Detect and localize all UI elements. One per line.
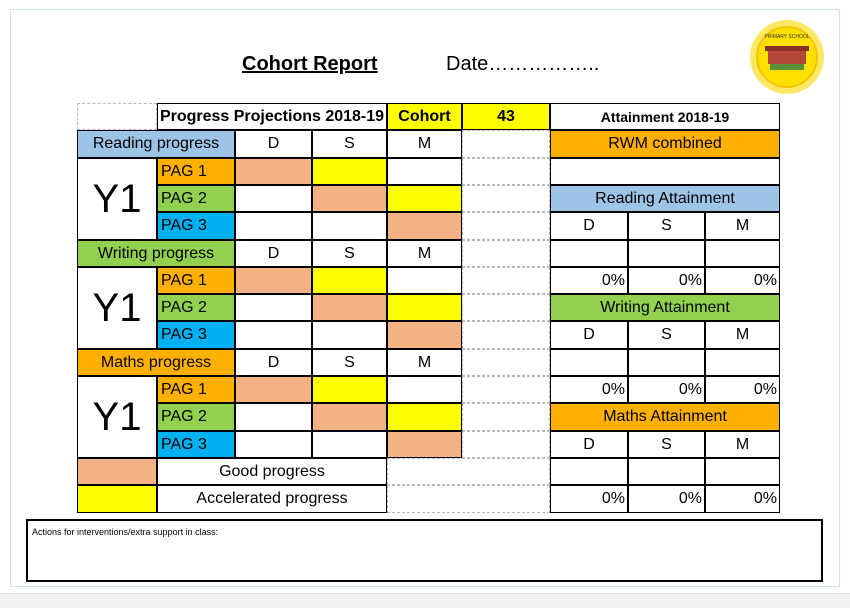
actions-box[interactable] xyxy=(26,519,823,582)
percent-cell: 0% xyxy=(550,485,628,513)
column-header: M xyxy=(705,431,780,458)
actions-label: Actions for interventions/extra support in class: xyxy=(32,527,219,537)
percent-cell: 0% xyxy=(550,376,628,403)
spacer-cell xyxy=(462,403,550,431)
percent-cell: 0% xyxy=(628,485,705,513)
empty-cell xyxy=(705,458,780,485)
pag-label: PAG 3 xyxy=(157,212,235,240)
progress-cell xyxy=(235,267,312,294)
progress-cell xyxy=(387,403,462,431)
progress-cell xyxy=(312,267,387,294)
progress-cell xyxy=(312,158,387,185)
progress-cell xyxy=(235,403,312,431)
column-header: S xyxy=(312,240,387,267)
percent-cell: 0% xyxy=(628,376,705,403)
progress-cell xyxy=(387,321,462,349)
spacer-cell xyxy=(387,485,550,513)
logo-text: PRIMARY SCHOOL xyxy=(764,34,810,40)
progress-cell xyxy=(312,212,387,240)
spacer-cell xyxy=(462,185,550,212)
empty-cell xyxy=(705,240,780,267)
spacer-cell xyxy=(462,376,550,403)
reading-attainment: Reading Attainment xyxy=(550,185,780,212)
progress-cell xyxy=(235,294,312,321)
percent-cell: 0% xyxy=(705,485,780,513)
progress-cell xyxy=(387,376,462,403)
date-field: Date…………….. xyxy=(446,53,600,75)
spacer-cell xyxy=(462,130,550,158)
pag-label: PAG 1 xyxy=(157,267,235,294)
column-header: M xyxy=(387,130,462,158)
cohort-label: Cohort xyxy=(387,103,462,130)
empty-cell xyxy=(550,349,628,376)
empty-cell xyxy=(550,458,628,485)
progress-cell xyxy=(387,267,462,294)
pag-label: PAG 2 xyxy=(157,185,235,212)
column-header: S xyxy=(628,321,705,349)
progress-cell xyxy=(387,431,462,458)
section-label: Writing progress xyxy=(77,240,235,267)
status-bar xyxy=(0,593,850,608)
writing-attainment: Writing Attainment xyxy=(550,294,780,321)
empty-cell xyxy=(628,240,705,267)
pag-label: PAG 1 xyxy=(157,376,235,403)
column-header: M xyxy=(387,240,462,267)
column-header: D xyxy=(550,321,628,349)
progress-cell xyxy=(312,321,387,349)
pag-label: PAG 3 xyxy=(157,321,235,349)
attainment-heading: Attainment 2018-19 xyxy=(550,103,780,130)
progress-cell xyxy=(312,376,387,403)
spacer-cell xyxy=(387,458,550,485)
section-label: Maths progress xyxy=(77,349,235,376)
school-logo xyxy=(748,18,826,96)
empty-cell xyxy=(550,240,628,267)
percent-cell: 0% xyxy=(705,267,780,294)
pag-label: PAG 3 xyxy=(157,431,235,458)
progress-cell xyxy=(312,185,387,212)
progress-cell xyxy=(312,431,387,458)
maths-attainment: Maths Attainment xyxy=(550,403,780,431)
spacer-cell xyxy=(462,294,550,321)
spacer-cell xyxy=(462,431,550,458)
progress-cell xyxy=(235,185,312,212)
column-header: D xyxy=(550,431,628,458)
percent-cell: 0% xyxy=(628,267,705,294)
section-label: Reading progress xyxy=(77,130,235,158)
spacer-cell xyxy=(462,240,550,267)
progress-cell xyxy=(235,158,312,185)
progress-cell xyxy=(235,212,312,240)
spacer-cell xyxy=(462,321,550,349)
column-header: M xyxy=(387,349,462,376)
column-header: D xyxy=(550,212,628,240)
spacer-cell xyxy=(462,212,550,240)
table-heading: Progress Projections 2018-19 xyxy=(157,103,387,130)
spacer-cell xyxy=(462,267,550,294)
legend-accelerated: Accelerated progress xyxy=(157,485,387,513)
progress-cell xyxy=(312,403,387,431)
column-header: S xyxy=(312,130,387,158)
progress-cell xyxy=(235,376,312,403)
column-header: S xyxy=(628,431,705,458)
column-header: M xyxy=(705,212,780,240)
legend-swatch-good xyxy=(77,458,157,485)
empty-cell xyxy=(628,349,705,376)
rwm-combined: RWM combined xyxy=(550,130,780,158)
corner-cell xyxy=(77,103,157,130)
percent-cell: 0% xyxy=(705,376,780,403)
spacer-cell xyxy=(462,349,550,376)
column-header: D xyxy=(235,349,312,376)
legend-swatch-accelerated xyxy=(77,485,157,513)
legend-good: Good progress xyxy=(157,458,387,485)
progress-cell xyxy=(235,321,312,349)
year-label: Y1 xyxy=(77,267,157,349)
progress-cell xyxy=(387,212,462,240)
percent-cell: 0% xyxy=(550,267,628,294)
pag-label: PAG 2 xyxy=(157,294,235,321)
empty-cell xyxy=(628,458,705,485)
progress-cell xyxy=(312,294,387,321)
empty-cell xyxy=(550,158,780,185)
progress-cell xyxy=(387,185,462,212)
column-header: M xyxy=(705,321,780,349)
progress-cell xyxy=(387,294,462,321)
year-label: Y1 xyxy=(77,158,157,240)
spacer-cell xyxy=(462,158,550,185)
empty-cell xyxy=(705,349,780,376)
pag-label: PAG 1 xyxy=(157,158,235,185)
column-header: S xyxy=(312,349,387,376)
column-header: D xyxy=(235,240,312,267)
pag-label: PAG 2 xyxy=(157,403,235,431)
column-header: S xyxy=(628,212,705,240)
progress-cell xyxy=(387,158,462,185)
progress-cell xyxy=(235,431,312,458)
year-label: Y1 xyxy=(77,376,157,458)
page-title: Cohort Report xyxy=(242,53,378,75)
column-header: D xyxy=(235,130,312,158)
cohort-value: 43 xyxy=(462,103,550,130)
